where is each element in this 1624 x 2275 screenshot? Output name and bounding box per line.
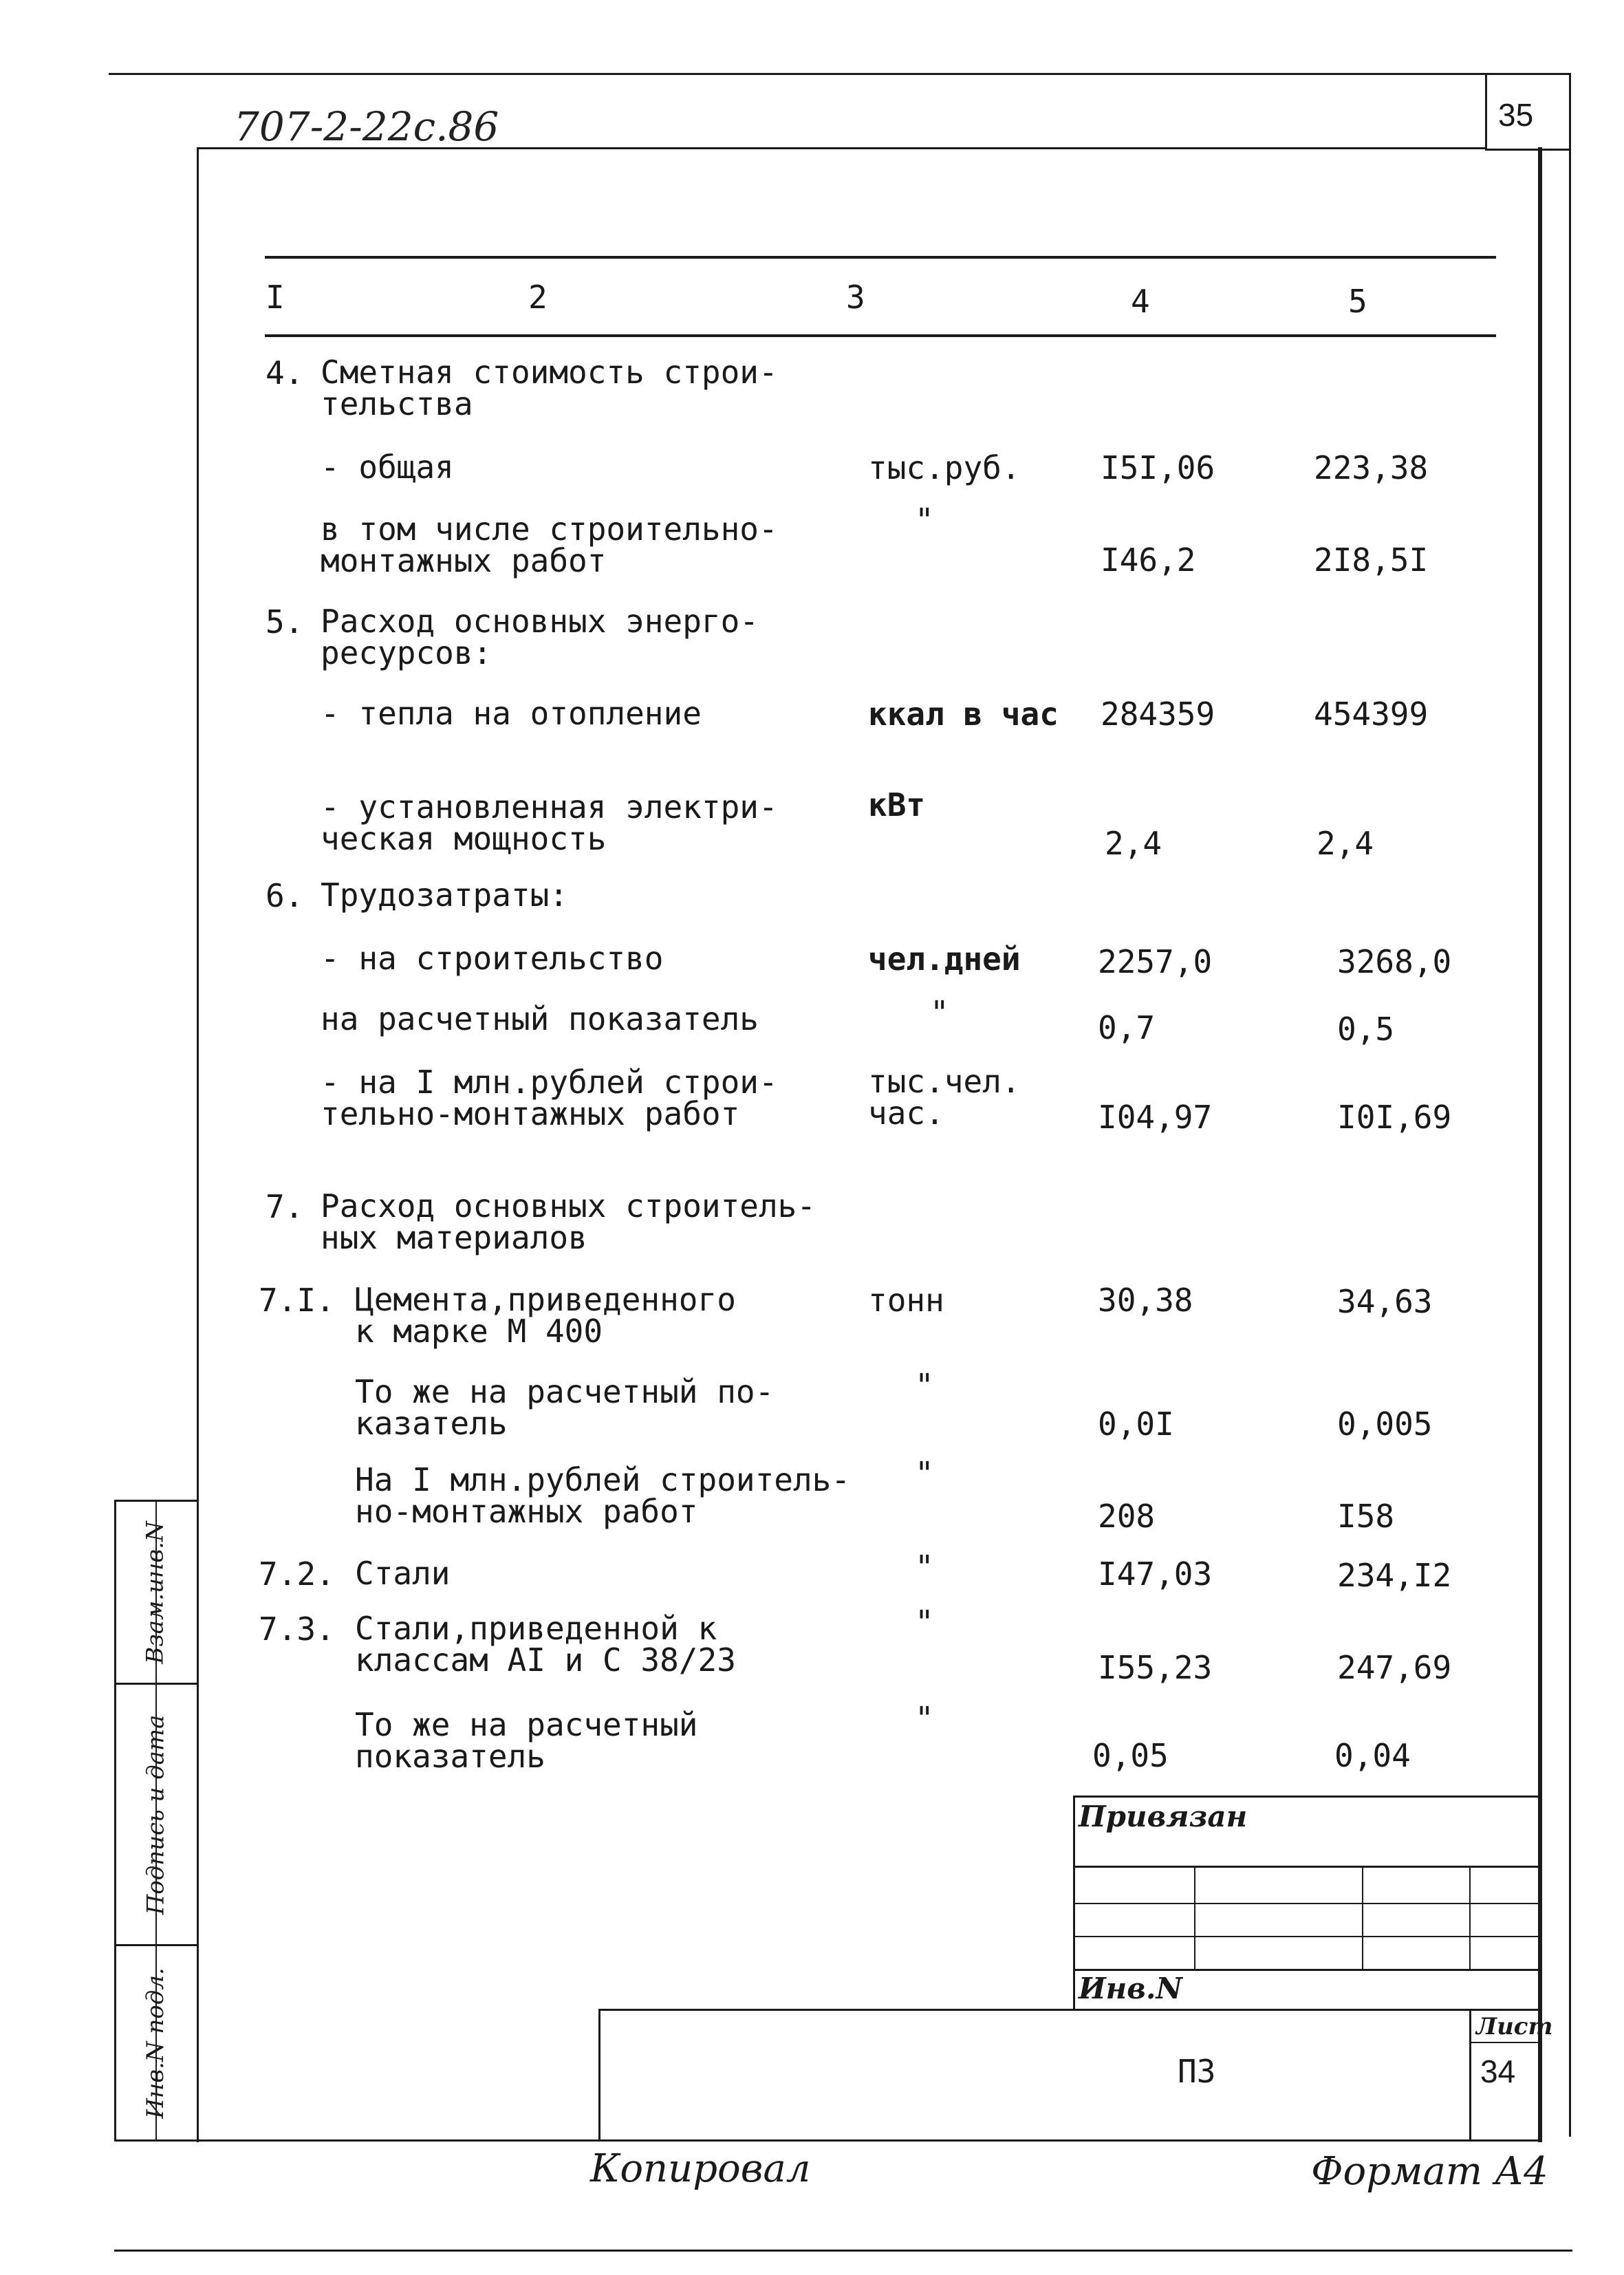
title-block-col-2 [1362, 1866, 1363, 1969]
row-value-col4: 0,0I [1098, 1405, 1174, 1443]
row-number: 7.3. [259, 1610, 335, 1648]
row-value-col5: 2I8,5I [1314, 541, 1429, 579]
designation: ПЗ [1178, 2053, 1216, 2090]
inner-frame-right [1538, 147, 1542, 2142]
row-number: 7.I. [259, 1282, 335, 1319]
row-name-line2: к марке М 400 [355, 1313, 603, 1350]
row-name-line1: - на строительство [321, 940, 664, 977]
page-number-box-left [1485, 73, 1487, 150]
row-name-line1: То же на расчетный [355, 1706, 698, 1743]
row-unit: ккал в час [868, 696, 1059, 733]
row-name-line2: казатель [355, 1405, 508, 1442]
row-number: 7.2. [259, 1555, 335, 1593]
row-unit: " [930, 994, 949, 1031]
row-unit: " [915, 1604, 934, 1641]
row-unit: чел.дней [868, 940, 1021, 978]
row-name-line1: Расход основных энерго- [321, 603, 759, 640]
row-value-col5: 34,63 [1337, 1283, 1433, 1320]
row-name-line1: Сметная стоимость строи- [321, 354, 778, 391]
stamp-top [598, 2009, 1541, 2011]
column-header-3: 3 [846, 279, 865, 316]
row-name-line2: показатель [355, 1738, 545, 1775]
document-code: 707-2-22с.86 [234, 103, 499, 150]
row-value-col5: 0,04 [1334, 1737, 1411, 1774]
row-unit: " [915, 502, 934, 539]
row-value-col5: 2,4 [1317, 825, 1374, 862]
inner-frame-left [197, 147, 199, 2142]
row-name-line1: Расход основных строитель- [321, 1187, 816, 1225]
sheet-label: Лист [1476, 2013, 1553, 2040]
row-name-line2: тельно-монтажных работ [321, 1095, 740, 1132]
row-unit: тыс.руб. [868, 449, 1021, 486]
side-stamp-label-signature: Подпись и дата [142, 1714, 170, 1915]
row-value-col5: 0,5 [1337, 1011, 1395, 1048]
stamp-left [598, 2009, 600, 2141]
row-unit-line2: час. [868, 1095, 944, 1132]
bottom-border-line [114, 2250, 1572, 2252]
side-stamp-label-replacement: Взам.инв.N [142, 1520, 169, 1664]
row-name-line2: тельства [321, 385, 473, 422]
row-value-col4: I04,97 [1098, 1099, 1213, 1136]
row-name-line1: в том числе строительно- [321, 510, 778, 548]
stamp-sheet-divider [1469, 2009, 1471, 2141]
title-block-top [1073, 1796, 1541, 1798]
row-value-col5: 247,69 [1337, 1649, 1452, 1686]
title-block-row-4 [1073, 1969, 1541, 1971]
sheet-number: 34 [1480, 2053, 1516, 2089]
row-unit: " [915, 1549, 934, 1586]
row-value-col5: 0,005 [1337, 1405, 1433, 1443]
column-header-5: 5 [1348, 283, 1367, 320]
row-value-col4: 0,7 [1098, 1009, 1156, 1046]
row-unit: тонн [868, 1282, 944, 1319]
top-border-line [109, 73, 1569, 75]
inventory-label: Инв.N [1079, 1972, 1182, 2005]
table-header-top-rule [265, 256, 1496, 259]
row-value-col5: I0I,69 [1337, 1099, 1452, 1136]
title-block-row-3 [1073, 1936, 1541, 1937]
row-name-line1: На I млн.рублей строитель- [355, 1461, 851, 1498]
outer-right-line [1569, 73, 1571, 2137]
row-name-line2: ресурсов: [321, 634, 492, 671]
row-value-col4: I5I,06 [1101, 449, 1215, 486]
row-unit: тыс.чел. [868, 1063, 1021, 1100]
row-number: 7. [266, 1188, 304, 1225]
row-name-line2: но-монтажных работ [355, 1493, 698, 1530]
row-unit: " [915, 1455, 934, 1492]
title-block-col-1 [1194, 1866, 1195, 1969]
copied-label: Копировал [590, 2146, 811, 2191]
format-label: Формат А4 [1311, 2149, 1548, 2194]
row-value-col5: 454399 [1314, 696, 1429, 733]
row-value-col5: 234,I2 [1337, 1557, 1452, 1594]
row-value-col4: I55,23 [1098, 1649, 1213, 1686]
row-value-col5: 3268,0 [1337, 943, 1452, 980]
row-name-line2: ных материалов [321, 1219, 587, 1256]
title-block-row-2 [1073, 1903, 1541, 1904]
row-name-line1: - тепла на отопление [321, 695, 702, 732]
column-header-2: 2 [528, 279, 548, 316]
title-block-left [1073, 1796, 1075, 2009]
row-value-col5: 223,38 [1314, 449, 1429, 486]
frame-bottom-line [114, 2139, 1542, 2142]
row-unit: " [915, 1700, 934, 1737]
row-name-line1: - установленная электри- [321, 788, 778, 826]
row-value-col5: I58 [1337, 1498, 1395, 1535]
row-unit: " [915, 1367, 934, 1404]
title-block-col-3 [1469, 1866, 1471, 1969]
row-value-col4: I46,2 [1101, 541, 1196, 579]
side-stamp-cell-signature [114, 1685, 197, 1944]
row-name-line2: классам АI и С 38/23 [355, 1641, 736, 1679]
row-value-col4: I47,03 [1098, 1555, 1213, 1593]
row-value-col4: 208 [1098, 1498, 1156, 1535]
row-name-line1: Стали,приведенной к [355, 1610, 717, 1647]
row-value-col4: 30,38 [1098, 1282, 1193, 1319]
row-name-line2: монтажных работ [321, 542, 607, 579]
row-value-col4: 284359 [1101, 696, 1215, 733]
table-header-bottom-rule [265, 334, 1496, 337]
stamp-sheet-label-line [1469, 2042, 1541, 2043]
row-name-line1: Стали [355, 1555, 451, 1592]
row-name-line1: - на I млн.рублей строи- [321, 1064, 778, 1101]
row-name-line1: Цемента,приведенного [355, 1281, 736, 1318]
row-number: 4. [266, 354, 304, 391]
row-value-col4: 2,4 [1105, 825, 1162, 862]
row-number: 5. [266, 603, 304, 640]
column-header-1: I [266, 279, 285, 316]
side-stamp-cell-replacement [114, 1502, 197, 1683]
page-number-box-bottom [1485, 149, 1569, 151]
row-name-line2: ческая мощность [321, 820, 607, 857]
page-number: 35 [1498, 97, 1534, 133]
row-name-line1: То же на расчетный по- [355, 1373, 775, 1410]
privyazan-label: Привязан [1079, 1800, 1248, 1833]
row-value-col4: 0,05 [1092, 1737, 1169, 1774]
row-number: 6. [266, 877, 304, 914]
row-name-line1: Трудозатраты: [321, 876, 569, 914]
side-stamp-label-inventory: Инв.N подл. [142, 1967, 170, 2119]
side-stamp-cell-inventory [114, 1946, 197, 2139]
row-name-line1: на расчетный показатель [321, 1000, 759, 1037]
title-block-row-1 [1073, 1866, 1541, 1868]
column-header-4: 4 [1131, 283, 1150, 320]
row-name-line1: - общая [321, 449, 454, 486]
row-value-col4: 2257,0 [1098, 943, 1213, 980]
row-unit: кВт [868, 786, 926, 823]
